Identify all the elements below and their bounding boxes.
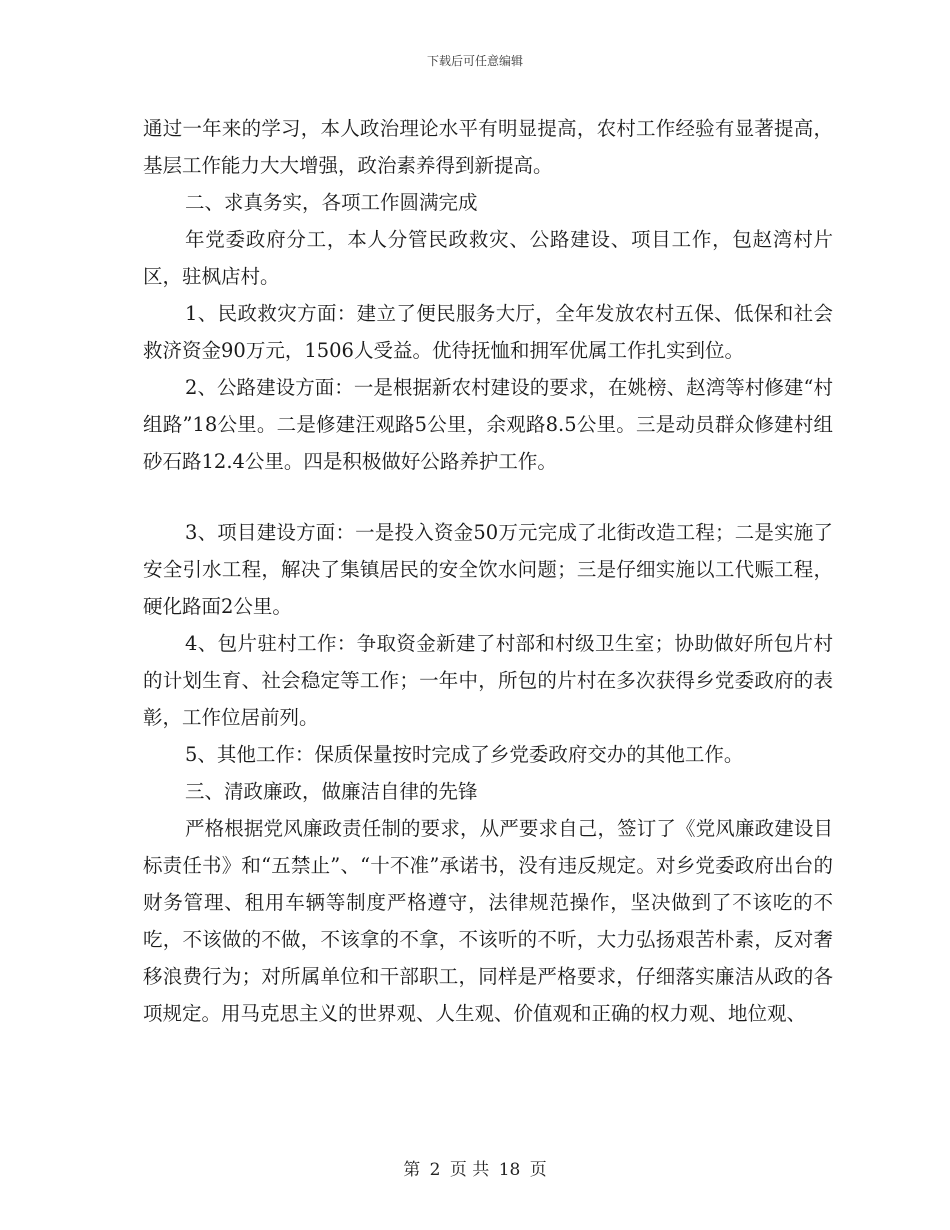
footer-total-pages: 18 — [498, 1160, 521, 1180]
footer-prefix: 第 — [403, 1160, 421, 1180]
paragraph-project-construction: 3、项目建设方面：一是投入资金50万元完成了北街改造工程；二是实施了安全引水工程，解决了集镇居民的安全饮水问题；三是仔细实施以工代赈工程，硬化路面2公里。 — [143, 521, 833, 618]
paragraph-road-construction: 2、公路建设方面：一是根据新农村建设的要求，在姚榜、赵湾等村修建“村组路”18公里。二是修建汪观路5公里，余观路8.5公里。三是动员群众修建村组砂石路12.4公里。四是积极做好公路养护工作。 — [143, 376, 833, 473]
paragraph-integrity: 严格根据党风廉政责任制的要求，从严要求自己，签订了《党风廉政建设目标责任书》和“五禁止”、“十不准”承诺书，没有违反规定。对乡党委政府出台的财务管理、租用车辆等制度严格遵守，法律规范操作，坚决做到了不该吃的不吃，不该做的不做，不该拿的不拿，不该听的不听，大力弘扬艰苦朴素，反对奢移浪费行为；对所属单位和干部职工，同样是严格要求，仔细落实廉洁从政的各项规定。用马克思主义的世界观、人生观、价值观和正确的权力观、地位观、 — [143, 817, 833, 1025]
footer-middle: 页 共 — [449, 1160, 490, 1180]
footer-page-number: 2 — [429, 1160, 441, 1180]
page-footer — [0, 1155, 950, 1180]
paragraph-other-work: 5、其他工作：保质保量按时完成了乡党委政府交办的其他工作。 — [185, 743, 744, 766]
header-note: 下载后可任意编辑 — [426, 54, 523, 68]
footer-suffix: 页 — [529, 1160, 547, 1180]
section-heading-2: 二、求真务实，各项工作圆满完成 — [185, 191, 478, 214]
document-body — [143, 110, 833, 1032]
section-heading-3: 三、清政廉政，做廉洁自律的先锋 — [185, 780, 478, 803]
paragraph-3: 年党委政府分工，本人分管民政救灾、公路建设、项目工作，包赵湾村片区，驻枫店村。 — [143, 228, 833, 288]
paragraph-village-work: 4、包片驻村工作：争取资金新建了村部和村级卫生室；协助做好所包片村的计划生育、社会稳定等工作；一年中，所包的片村在多次获得乡党委政府的表彰，工作位居前列。 — [143, 632, 833, 729]
paragraph-1: 通过一年来的学习，本人政治理论水平有明显提高，农村工作经验有显著提高，基层工作能力大大增强，政治素养得到新提高。 — [143, 117, 833, 177]
paragraph-civil-affairs: 1、民政救灾方面：建立了便民服务大厅，全年发放农村五保、低保和社会救济资金90万元，1506人受益。优待抚恤和拥军优属工作扎实到位。 — [143, 302, 833, 362]
paragraph-gap — [143, 480, 833, 514]
